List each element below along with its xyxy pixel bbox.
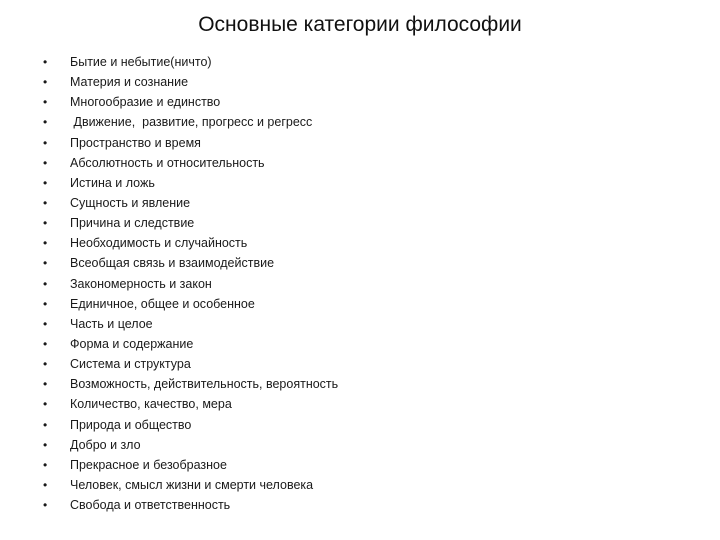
list-item	[43, 92, 663, 112]
bullet-icon: •	[43, 135, 48, 150]
list-item	[43, 314, 663, 334]
bullet-icon: •	[43, 417, 48, 432]
list-item	[43, 52, 663, 72]
bullet-icon: •	[43, 316, 48, 331]
list-item-text: Всеобщая связь и взаимодействие	[70, 256, 275, 271]
bullet-icon: •	[43, 55, 48, 69]
list-item	[43, 294, 663, 314]
bullet-icon: •	[43, 477, 48, 492]
list-item-text: Движение, развитие, прогресс и регресс	[70, 115, 313, 130]
slide-title: Основные категории философии	[198, 13, 522, 36]
list-item	[43, 72, 663, 92]
list-item	[43, 475, 663, 495]
bullet-icon: •	[43, 377, 48, 392]
bullet-icon: •	[43, 276, 48, 291]
list-item-text: Абсолютность и относительность	[70, 155, 265, 170]
list-item-text: Форма и содержание	[70, 336, 194, 351]
bullet-icon: •	[43, 155, 48, 170]
list-item	[43, 455, 663, 475]
list-item-text: Необходимость и случайность	[70, 236, 248, 251]
bullet-icon: •	[43, 256, 48, 271]
list-item-text: Природа и общество	[70, 417, 192, 432]
bullet-icon: •	[43, 498, 48, 513]
list-item-text: Добро и зло	[70, 437, 141, 452]
list-item	[43, 133, 663, 153]
list-item	[43, 253, 663, 273]
bullet-icon: •	[43, 95, 48, 110]
list-item-text: Причина и следствие	[70, 216, 195, 231]
bullet-icon: •	[43, 437, 48, 452]
list-item	[43, 394, 663, 414]
list-item	[43, 213, 663, 233]
bullet-icon: •	[43, 357, 48, 372]
list-item-text: Количество, качество, мера	[70, 397, 232, 412]
list-item	[43, 334, 663, 354]
list-item-text: Пространство и время	[70, 135, 201, 150]
bullet-icon: •	[43, 457, 48, 472]
list-item-text: Возможность, действительность, вероятность	[70, 377, 339, 392]
bullet-icon: •	[43, 175, 48, 190]
list-item	[43, 112, 663, 132]
bullet-icon: •	[43, 195, 48, 210]
list-item	[43, 374, 663, 394]
list-item	[43, 495, 663, 515]
list-item-text: Бытие и небытие(ничто)	[70, 55, 212, 69]
category-list	[43, 52, 663, 515]
bullet-icon: •	[43, 397, 48, 412]
list-item-text: Материя и сознание	[70, 75, 189, 90]
list-item	[43, 153, 663, 173]
list-item-text: Система и структура	[70, 357, 191, 372]
list-item-text: Единичное, общее и особенное	[70, 296, 255, 311]
list-item	[43, 354, 663, 374]
list-item	[43, 173, 663, 193]
bullet-icon: •	[43, 336, 48, 351]
list-item-text: Прекрасное и безобразное	[70, 457, 227, 472]
list-item-text: Сущность и явление	[70, 195, 191, 210]
list-item-text: Закономерность и закон	[70, 276, 212, 291]
list-item-text: Человек, смысл жизни и смерти человека	[70, 477, 314, 492]
list-item	[43, 274, 663, 294]
bullet-icon: •	[43, 216, 48, 231]
list-item	[43, 233, 663, 253]
list-item-text: Часть и целое	[70, 316, 153, 331]
list-item-text: Свобода и ответственность	[70, 498, 231, 513]
list-item-text: Многообразие и единство	[70, 95, 221, 110]
list-item-text: Истина и ложь	[70, 175, 155, 190]
bullet-icon: •	[43, 296, 48, 311]
bullet-icon: •	[43, 115, 48, 130]
bullet-icon: •	[43, 75, 48, 90]
list-item	[43, 193, 663, 213]
bullet-icon: •	[43, 236, 48, 251]
list-item	[43, 435, 663, 455]
list-item	[43, 415, 663, 435]
